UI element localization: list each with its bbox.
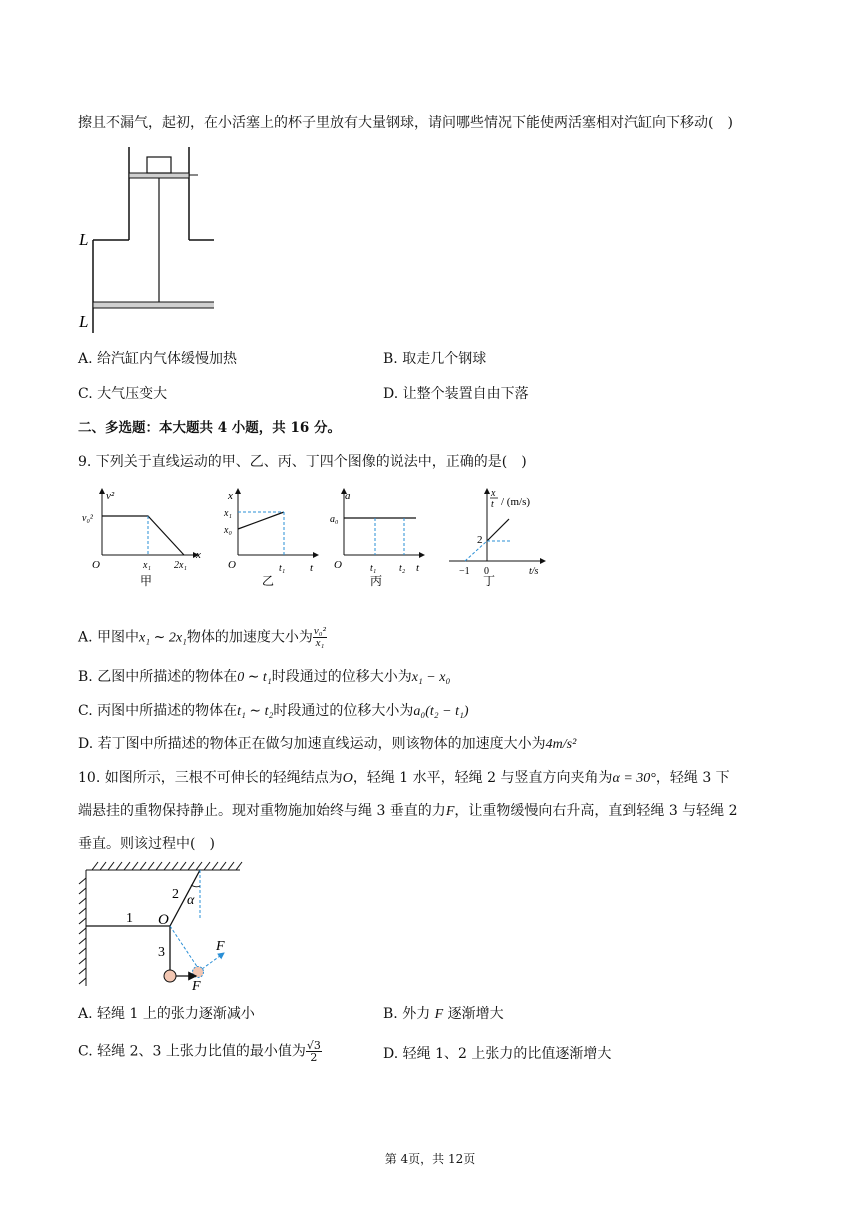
q9-graph-jia [78, 485, 206, 595]
q10-fig-rope2: 2 [172, 887, 179, 902]
q9-d-prefix: D. 若丁图中所描述的物体正在做匀加速直线运动，则该物体的加速度大小为 [78, 736, 546, 752]
ding-y-num: x [491, 488, 496, 499]
q9-a-numerator: v₀² [313, 625, 326, 637]
jia-y-tick: v₀² [82, 513, 93, 524]
q9-a-mid: 物体的加速度大小为 [186, 629, 313, 646]
bing-y-tick: a₀ [330, 514, 339, 525]
q10-node-o: O [342, 771, 353, 786]
yi-x-label: t [310, 562, 314, 574]
q9-b-range: 0 ∼ t₁ [237, 670, 272, 685]
q8-label-L-bottom: L [79, 312, 89, 331]
q9-graph-bing [330, 485, 430, 595]
q10-c-fraction [306, 1040, 322, 1063]
q8-option-c: C. 大气压变大 [78, 386, 168, 402]
q10-stem-line1 [78, 767, 730, 787]
yi-caption: 乙 [262, 574, 275, 588]
q8-option-d: D. 让整个装置自由下落 [383, 386, 529, 402]
ding-y-den: t [491, 499, 494, 510]
yi-y-tick-x1: x₁ [224, 508, 232, 519]
bing-x-label: t [416, 562, 420, 574]
q10-option-a: A. 轻绳 1 上的张力逐渐减小 [78, 1006, 255, 1022]
q9-option-b [78, 666, 450, 686]
ding-caption: 丁 [483, 574, 496, 588]
jia-x-tick-2: 2x₁ [174, 560, 187, 571]
q10-b-prefix: B. 外力 [383, 1006, 431, 1022]
q9-stem: 9. 下列关于直线运动的甲、乙、丙、丁四个图像的说法中，正确的是( ) [78, 454, 527, 470]
q9-d-value: 4m/s² [545, 737, 577, 752]
q10-line1-prefix: 10. 如图所示，三根不可伸长的轻绳结点为 [78, 770, 343, 786]
q9-c-value: a₀(t₂ − t₁) [413, 704, 469, 719]
q10-b-force: F [434, 1007, 444, 1022]
bing-origin: O [334, 559, 342, 571]
q10-rope-figure [78, 858, 248, 998]
q10-angle-value: α = 30° [612, 771, 656, 786]
q9-b-value: x₁ − x₀ [411, 670, 451, 685]
q10-fig-rope3: 3 [158, 945, 165, 960]
q9-c-mid: 时段通过的位移大小为 [273, 703, 414, 719]
q8-cylinder-figure [74, 145, 214, 335]
q10-line2-prefix: 端悬挂的重物保持静止。现对重物施加始终与绳 3 垂直的力 [78, 803, 446, 819]
q9-graph-yi [220, 485, 324, 595]
q10-fig-force-blue: F [216, 939, 225, 954]
jia-origin: O [92, 559, 100, 571]
page-footer: 第 4页，共 12页 [384, 1152, 476, 1166]
yi-origin: O [228, 559, 236, 571]
q10-stem-line3: 垂直。则该过程中( ) [78, 836, 215, 852]
q9-option-d [78, 733, 576, 753]
q10-fig-rope1: 1 [126, 911, 133, 926]
bing-x-tick-t1: t₁ [370, 563, 377, 574]
q9-a-range: x₁ ∼ 2x₁ [139, 630, 187, 646]
q10-force-f: F [445, 804, 455, 819]
q10-b-suffix: 逐渐增大 [447, 1006, 504, 1022]
jia-caption: 甲 [140, 574, 153, 588]
q10-c-denominator: 2 [310, 1051, 318, 1064]
q10-line1-mid: ，轻绳 1 水平，轻绳 2 与竖直方向夹角为 [352, 770, 613, 786]
q10-fig-force-black: F [192, 979, 201, 994]
q10-fig-alpha: α [187, 893, 195, 908]
q10-stem-line2 [78, 800, 738, 820]
q10-option-b [383, 1003, 504, 1023]
q10-option-d: D. 轻绳 1、2 上张力的比值逐渐增大 [383, 1046, 612, 1062]
q8-stem-tail: 擦且不漏气，起初，在小活塞上的杯子里放有大量钢球，请问哪些情况下能使两活塞相对汽缸向下移动( ) [78, 115, 733, 131]
q10-option-c [78, 1040, 322, 1063]
ding-x-tick-neg1: −1 [459, 566, 470, 577]
q9-graph-ding [445, 485, 555, 595]
q10-c-prefix: C. 轻绳 2、3 上张力比值的最小值为 [78, 1043, 306, 1060]
jia-x-label: x [196, 549, 201, 561]
q10-c-numerator: √3 [306, 1039, 321, 1052]
yi-y-tick-x0: x₀ [224, 525, 232, 536]
bing-y-label: a [345, 490, 351, 502]
jia-x-tick-1: x₁ [143, 560, 151, 571]
section-2-heading: 二、多选题：本大题共 4 小题，共 16 分。 [78, 420, 341, 436]
ding-x-label: t/s [529, 566, 539, 577]
q9-option-a [78, 626, 327, 649]
jia-y-label: v² [106, 490, 115, 502]
yi-y-label: x [228, 490, 233, 502]
ding-y-tick: 2 [477, 534, 483, 546]
q9-option-c [78, 700, 469, 720]
q9-b-prefix: B. 乙图中所描述的物体在 [78, 669, 238, 685]
q9-b-mid: 时段通过的位移大小为 [271, 669, 412, 685]
q8-label-L-top: L [79, 230, 89, 249]
ding-y-unit: / (m/s) [501, 496, 531, 508]
q9-a-denominator: x₁ [315, 637, 325, 649]
q8-option-a: A. 给汽缸内气体缓慢加热 [78, 351, 238, 367]
bing-x-tick-t2: t₂ [399, 563, 406, 574]
q9-a-fraction [313, 626, 327, 649]
bing-caption: 丙 [370, 574, 383, 588]
yi-x-tick-t1: t₁ [279, 563, 286, 574]
q8-option-b: B. 取走几个钢球 [383, 351, 487, 367]
ding-x-tick-0: 0 [484, 566, 489, 577]
q10-line2-suffix: ，让重物缓慢向右升高，直到轻绳 3 与轻绳 2 [454, 803, 738, 819]
q9-c-range: t₁ ∼ t₂ [237, 704, 274, 719]
q10-fig-node-o: O [158, 912, 169, 928]
q9-a-prefix: A. 甲图中 [78, 629, 140, 646]
q9-c-prefix: C. 丙图中所描述的物体在 [78, 703, 238, 719]
q10-line1-suffix: ，轻绳 3 下 [655, 770, 730, 786]
